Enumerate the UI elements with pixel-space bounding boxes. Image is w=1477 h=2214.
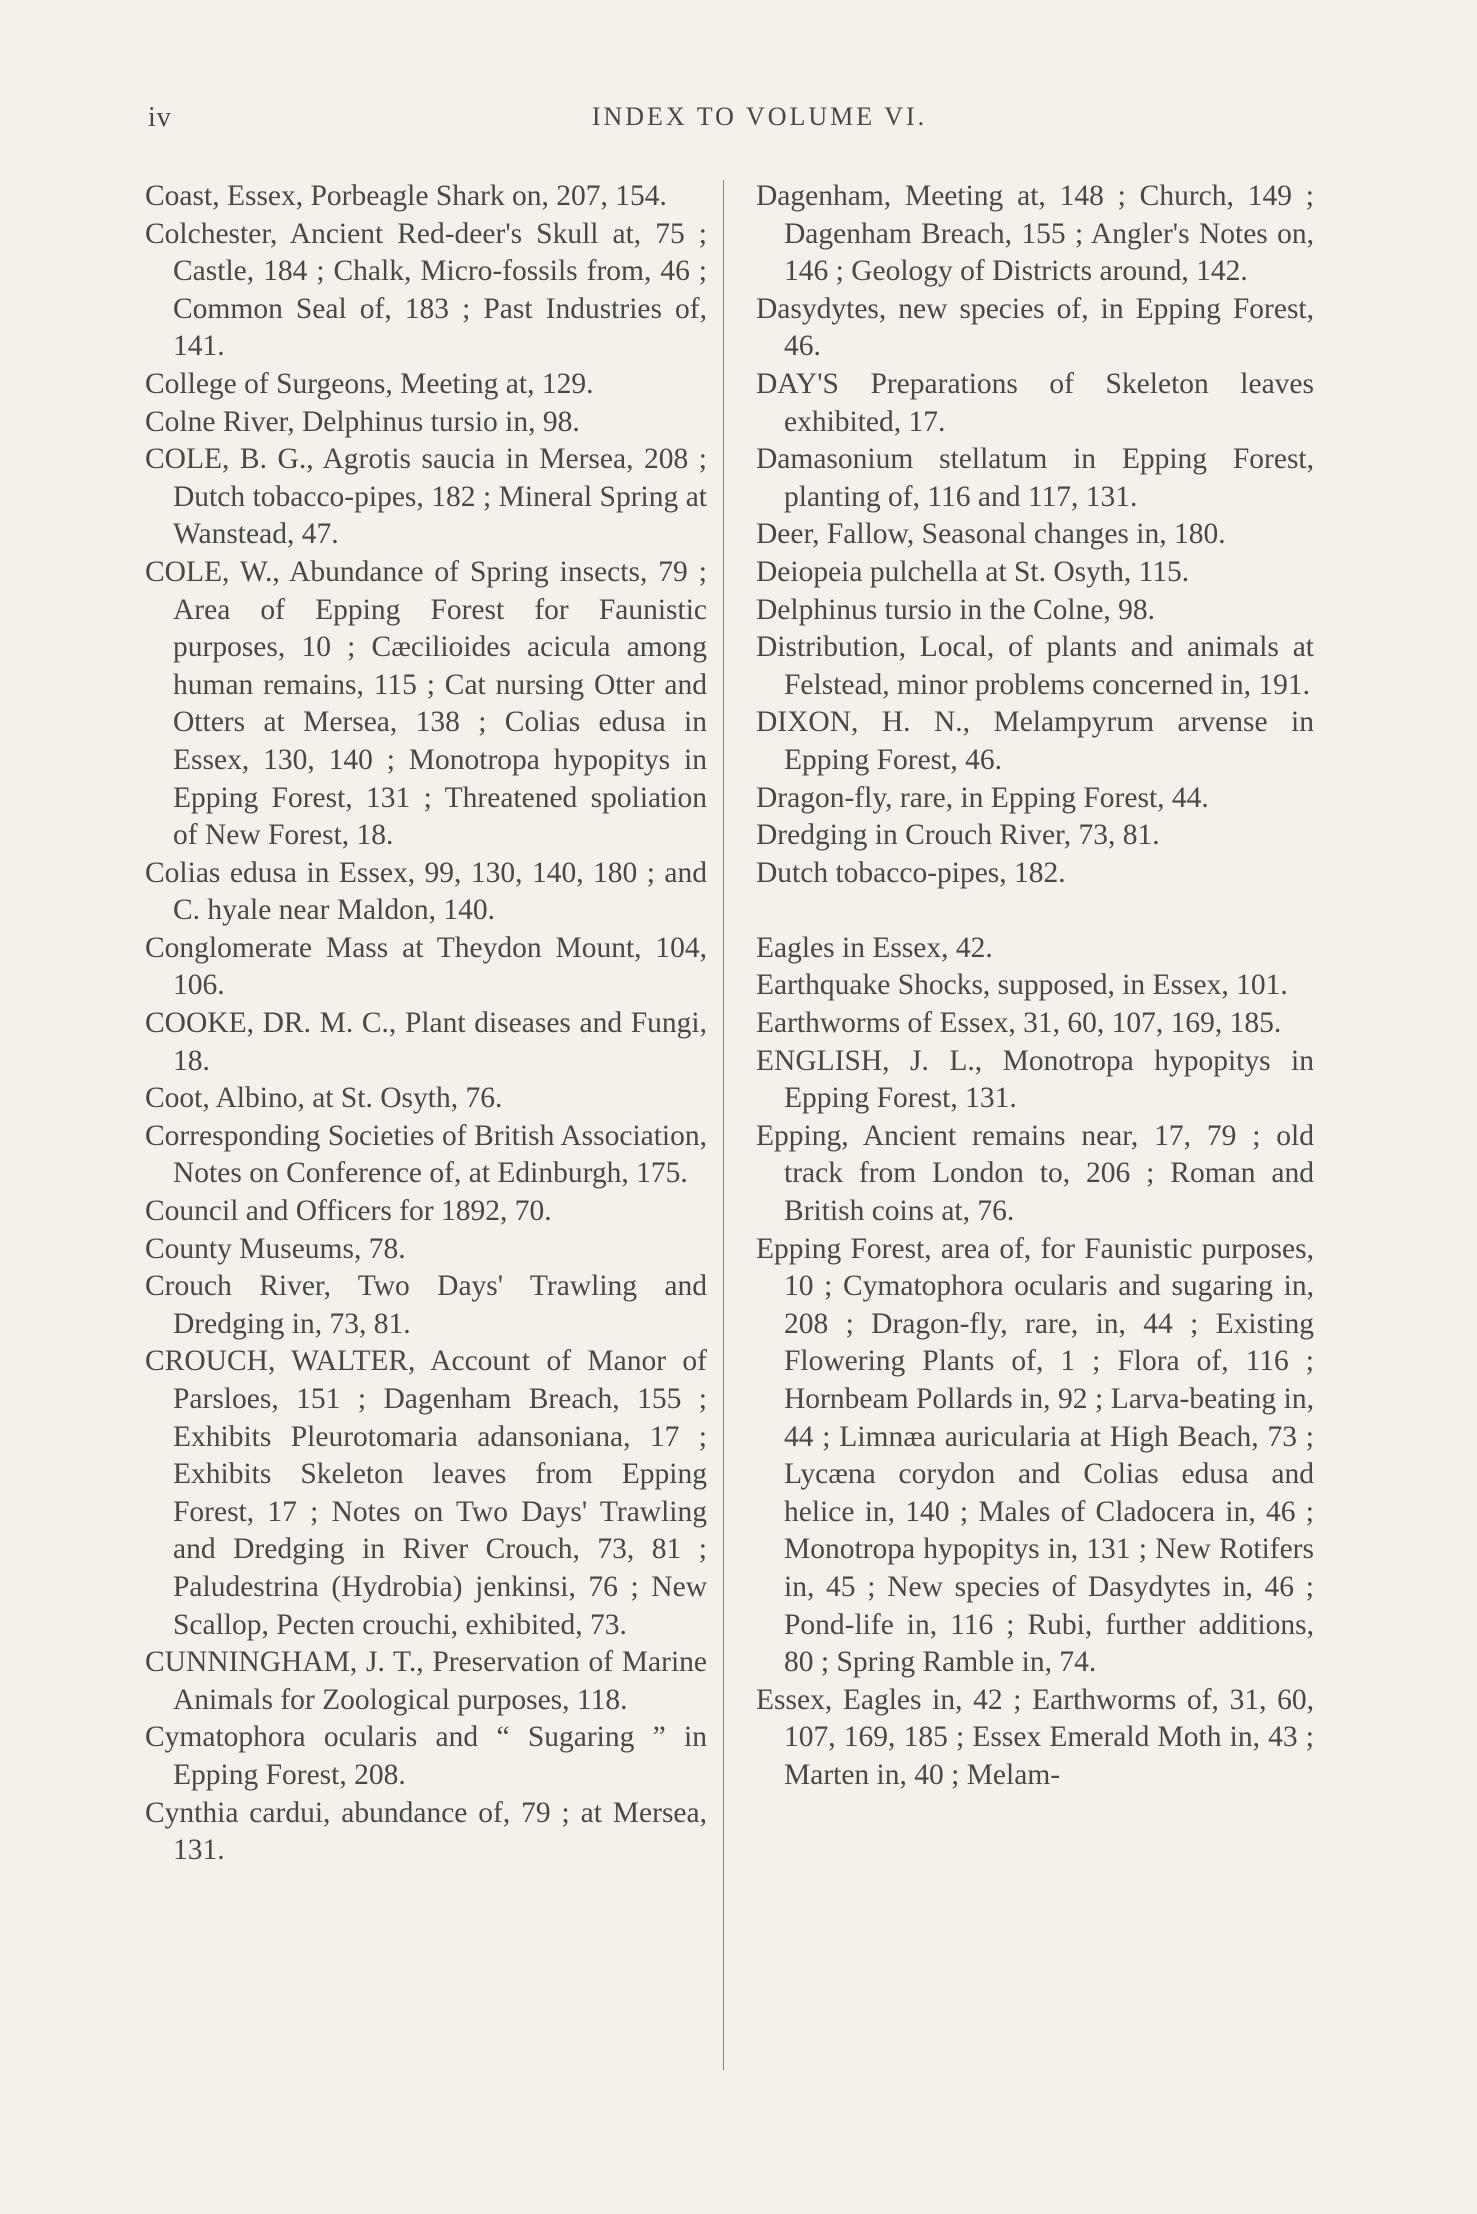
page-header <box>0 102 1477 142</box>
left-column <box>145 178 707 1870</box>
index-entry: Cymatophora ocularis and “ Sugaring ” in Epping Forest, 208. <box>145 1721 707 1791</box>
index-entry: Deer, Fallow, Seasonal changes in, 180. <box>756 518 1226 551</box>
index-entry: Dagenham, Meeting at, 148 ; Church, 149 ; Dagenham Breach, 155 ; Angler's Notes on, 146 ; Geology of Districts around, 142. <box>756 180 1314 288</box>
index-entry: DIXON, H. N., Melampyrum arvense in Epping Forest, 46. <box>756 706 1314 776</box>
index-entry: COLE, W., Abundance of Spring insects, 79 ; Area of Epping Forest for Faunistic purposes, 10 ; Cæcilioides acicula among human remains, 115 ; Cat nursing Otter and Otters at Mersea, 138 ; Colias edusa in Essex, 130, 140 ; Monotropa hypopitys in Epping Forest, 131 ; Threatened spoliation of New Forest, 18. <box>145 555 707 852</box>
index-entry: COOKE, DR. M. C., Plant diseases and Fungi, 18. <box>145 1007 707 1077</box>
column-divider <box>723 180 724 2070</box>
index-entry: Dasydytes, new species of, in Epping Forest, 46. <box>756 292 1314 363</box>
index-entry: Distribution, Local, of plants and animals at Felstead, minor problems concerned in, 191. <box>756 631 1314 701</box>
index-entry: Colchester, Ancient Red-deer's Skull at, 75 ; Castle, 184 ; Chalk, Micro-fossils from, 46 ; Common Seal of, 183 ; Past Industries of, 141. <box>145 217 707 363</box>
index-entry: ENGLISH, J. L., Monotropa hypopitys in Epping Forest, 131. <box>756 1044 1314 1115</box>
index-entry: Colias edusa in Essex, 99, 130, 140, 180 ; and C. hyale near Maldon, 140. <box>145 856 707 927</box>
index-entry: Dragon-fly, rare, in Epping Forest, 44. <box>756 781 1209 814</box>
index-entry: Colne River, Delphinus tursio in, 98. <box>145 405 580 438</box>
page-number: iv <box>148 102 172 133</box>
index-entry: College of Surgeons, Meeting at, 129. <box>145 367 594 400</box>
index-entry: Corresponding Societies of British Association, Notes on Conference of, at Edinburgh, 175. <box>145 1119 707 1190</box>
index-entry: Dredging in Crouch River, 73, 81. <box>756 819 1160 852</box>
index-entry: Conglomerate Mass at Theydon Mount, 104, 106. <box>145 931 707 1002</box>
index-entry: Earthquake Shocks, supposed, in Essex, 101. <box>756 969 1288 1002</box>
index-entry: Earthworms of Essex, 31, 60, 107, 169, 185. <box>756 1007 1282 1040</box>
index-entry: CROUCH, WALTER, Account of Manor of Parsloes, 151 ; Dagenham Breach, 155 ; Exhibits Pleurotomaria adansoniana, 17 ; Exhibits Skeleton leaves from Epping Forest, 17 ; Notes on Two Days' Trawling and Dredging in River Crouch, 73, 81 ; Paludestrina (Hydrobia) jenkinsi, 76 ; New Scallop, Pecten crouchi, exhibited, 73. <box>145 1345 707 1641</box>
index-entry: Coast, Essex, Porbeagle Shark on, 207, 154. <box>145 180 667 212</box>
index-entry: Eagles in Essex, 42. <box>756 931 993 964</box>
index-entry: Epping, Ancient remains near, 17, 79 ; old track from London to, 206 ; Roman and British coins at, 76. <box>756 1119 1314 1228</box>
index-entry: Cynthia cardui, abundance of, 79 ; at Mersea, 131. <box>145 1796 707 1867</box>
index-entry: Damasonium stellatum in Epping Forest, planting of, 116 and 117, 131. <box>756 443 1314 513</box>
index-entry: Crouch River, Two Days' Trawling and Dredging in, 73, 81. <box>145 1270 707 1340</box>
section-gap <box>756 892 1314 930</box>
index-entry: Delphinus tursio in the Colne, 98. <box>756 593 1156 626</box>
index-entry: Council and Officers for 1892, 70. <box>145 1195 552 1228</box>
index-entry: Coot, Albino, at St. Osyth, 76. <box>145 1082 503 1115</box>
index-entry: CUNNINGHAM, J. T., Preservation of Marine Animals for Zoological purposes, 118. <box>145 1646 707 1716</box>
index-entry: DAY'S Preparations of Skeleton leaves exhibited, 17. <box>756 367 1314 438</box>
index-entry: Epping Forest, area of, for Faunistic purposes, 10 ; Cymatophora ocularis and sugaring in, 208 ; Dragon-fly, rare, in, 44 ; Existing Flowering Plants of, 1 ; Flora of, 116 ; Hornbeam Pollards in, 92 ; Larva-beating in, 44 ; Limnæa auricularia at High Beach, 73 ; Lycæna corydon and Colias edusa and helice in, 140 ; Males of Cladocera in, 46 ; Monotropa hypopitys in, 131 ; New Rotifers in, 45 ; New species of Dasydytes in, 46 ; Pond-life in, 116 ; Rubi, further additions, 80 ; Spring Ramble in, 74. <box>756 1232 1314 1679</box>
running-title: INDEX TO VOLUME VI. <box>591 102 928 131</box>
index-entry: Essex, Eagles in, 42 ; Earthworms of, 31, 60, 107, 169, 185 ; Essex Emerald Moth in, 43 ; Marten in, 40 ; Melam- <box>756 1683 1314 1791</box>
index-entry: Dutch tobacco-pipes, 182. <box>756 856 1066 889</box>
right-column <box>756 178 1314 1795</box>
index-entry: Deiopeia pulchella at St. Osyth, 115. <box>756 555 1190 588</box>
index-entry: COLE, B. G., Agrotis saucia in Mersea, 208 ; Dutch tobacco-pipes, 182 ; Mineral Spring at Wanstead, 47. <box>145 443 707 551</box>
index-entry: County Museums, 78. <box>145 1232 406 1265</box>
